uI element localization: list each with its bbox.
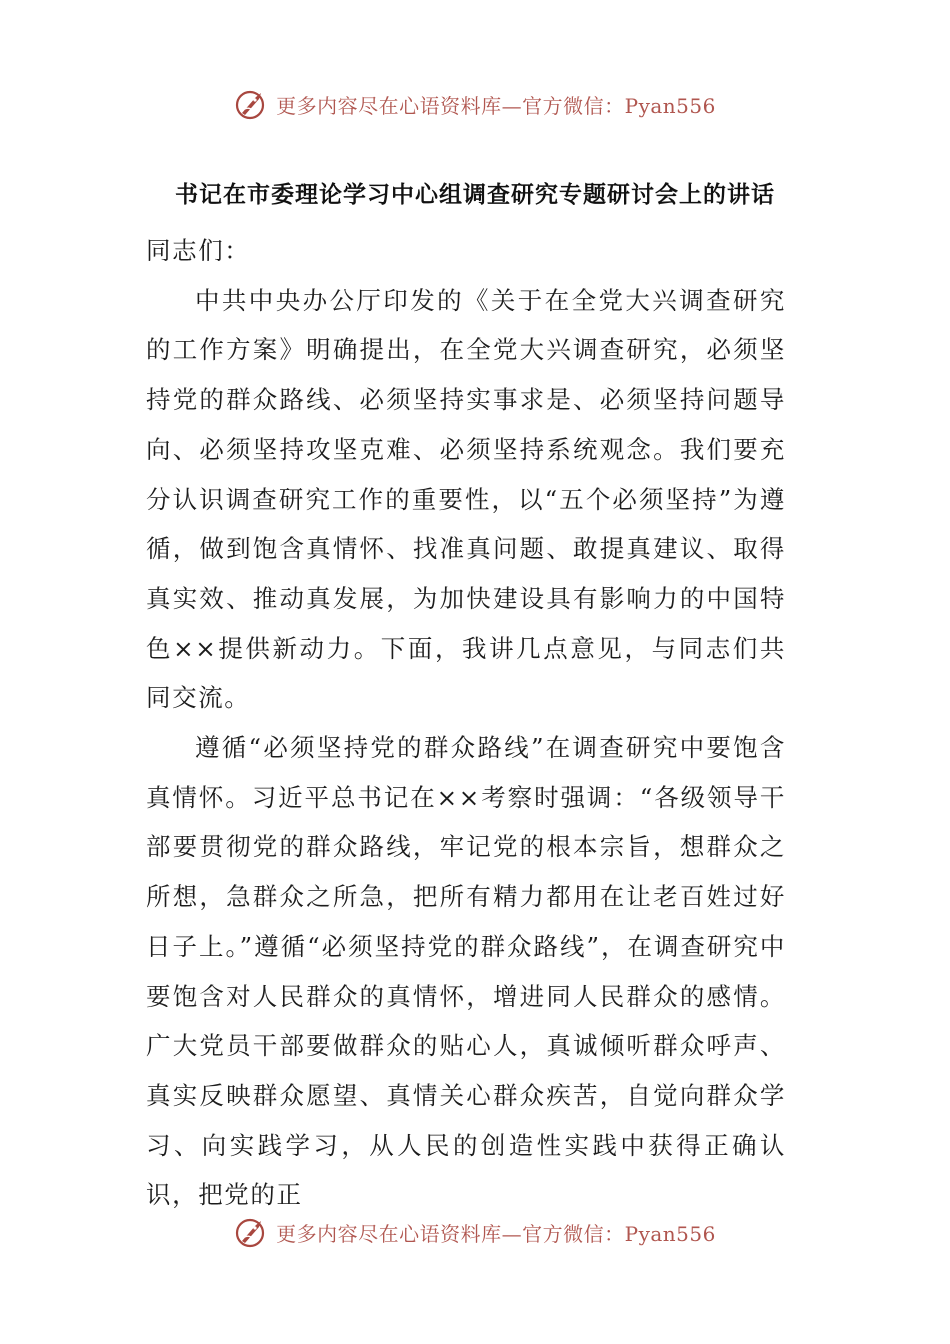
pen-nib-logo-icon	[234, 87, 268, 121]
document-body	[146, 226, 786, 1220]
body-paragraph: 遵循“必须坚持党的群众路线”在调查研究中要饱含真情怀。习近平总书记在××考察时强调：“各级领导干部要贯彻党的群众路线，牢记党的根本宗旨，想群众之所想，急群众之所急，把所有精力都用在让老百姓过好日子上。”遵循“必须坚持党的群众路线”，在调查研究中要饱含对人民群众的真情怀，增进同人民群众的感情。广大党员干部要做群众的贴心人，真诚倾听群众呼声、真实反映群众愿望、真情关心群众疾苦，自觉向群众学习、向实践学习，从人民的创造性实践中获得正确认识，把党的正	[146, 733, 786, 1210]
watermark-text: 更多内容尽在心语资料库—官方微信：Pyan556	[276, 93, 716, 118]
watermark-banner-top	[0, 84, 950, 124]
body-paragraph: 中共中央办公厅印发的《关于在全党大兴调查研究的工作方案》明确提出，在全党大兴调查研究，必须坚持党的群众路线、必须坚持实事求是、必须坚持问题导向、必须坚持攻坚克难、必须坚持系统观念。我们要充分认识调查研究工作的重要性，以“五个必须坚持”为遵循，做到饱含真情怀、找准真问题、敢提真建议、取得真实效、推动真发展，为加快建设具有影响力的中国特色××提供新动力。下面，我讲几点意见，与同志们共同交流。	[146, 285, 786, 713]
salutation: 同志们：	[146, 236, 251, 265]
document-title: 书记在市委理论学习中心组调查研究专题研讨会上的讲话	[175, 182, 775, 208]
watermark-banner-bottom	[0, 1212, 950, 1252]
watermark-text: 更多内容尽在心语资料库—官方微信：Pyan556	[276, 1221, 716, 1246]
pen-nib-logo-icon	[234, 1215, 268, 1249]
